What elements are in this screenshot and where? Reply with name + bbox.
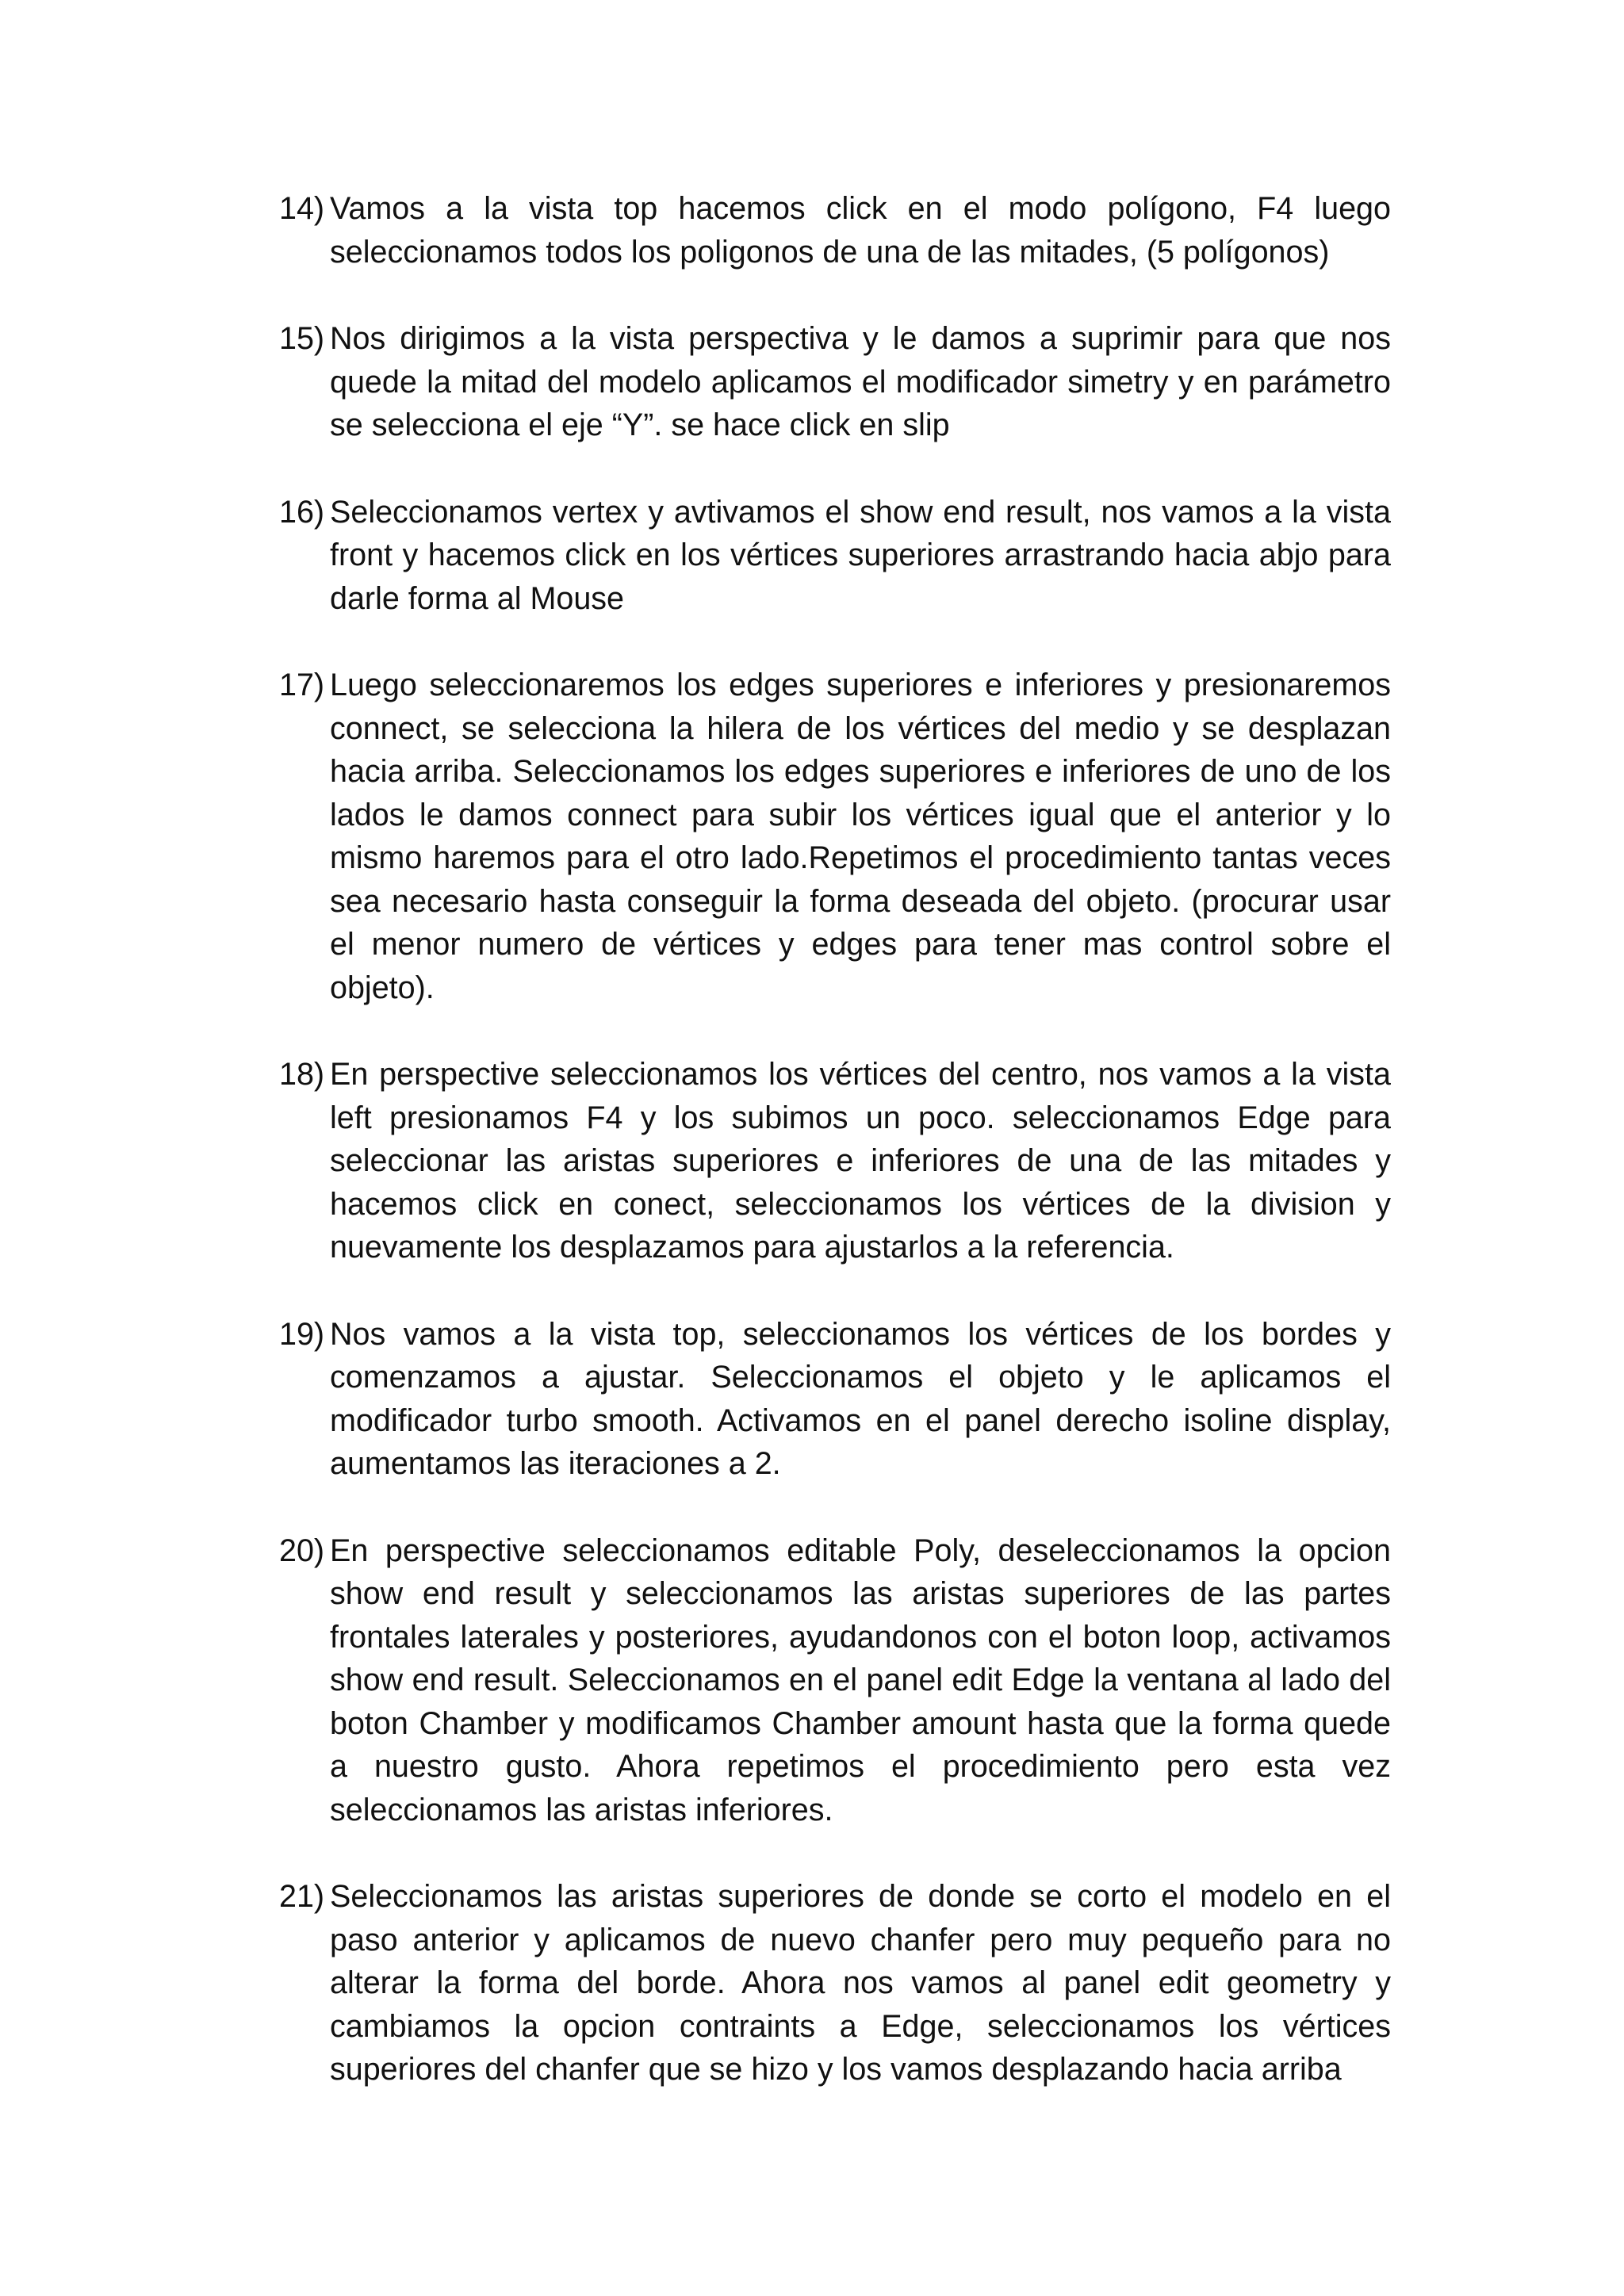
step-text: Seleccionamos las aristas superiores de donde se corto el modelo en el paso anterior y aplicamos de nuevo chanfer pero muy pequeño para no alterar la forma del borde. Ahora nos vamos al panel edit geometry y cambiamos la opcion contraints a Edge, seleccionamos los vértices superiores del chanfer que se hizo y los vamos desplazando hacia arriba <box>330 1879 1391 2087</box>
step-text: Seleccionamos vertex y avtivamos el show end result, nos vamos a la vista front y hacemos click en los vértices superiores arrastrando hacia abjo para darle forma al Mouse <box>330 494 1391 616</box>
step-item <box>279 491 1391 621</box>
step-item <box>279 317 1391 447</box>
step-number: 20) <box>279 1533 325 1568</box>
step-text: Vamos a la vista top hacemos click en el modo polígono, F4 luego seleccionamos todos los poligonos de una de las mitades, (5 polígonos) <box>330 191 1391 270</box>
step-item <box>279 1053 1391 1269</box>
step-item <box>279 187 1391 274</box>
step-item <box>279 1313 1391 1486</box>
step-text: En perspective seleccionamos editable Poly, deseleccionamos la opcion show end result y seleccionamos las aristas superiores de las partes frontales laterales y posteriores, ayudandonos con el boton loop, activamos show end result. Seleccionamos en el panel edit Edge la ventana al lado del boton Chamber y modificamos Chamber amount hasta que la forma quede a nuestro gusto. Ahora repetimos el procedimiento pero esta vez seleccionamos las aristas inferiores. <box>330 1533 1391 1827</box>
step-number: 18) <box>279 1057 325 1092</box>
step-text: En perspective seleccionamos los vértices del centro, nos vamos a la vista left presionamos F4 y los subimos un poco. seleccionamos Edge para seleccionar las aristas superiores e inferiores de una de las mitades y hacemos click en conect, seleccionamos los vértices de la division y nuevamente los desplazamos para ajustarlos a la referencia. <box>330 1057 1391 1265</box>
step-text: Nos vamos a la vista top, seleccionamos los vértices de los bordes y comenzamos a ajustar. Seleccionamos el objeto y le aplicamos el modificador turbo smooth. Activamos en el panel derecho isoline display, aumentamos las iteraciones a 2. <box>330 1316 1391 1481</box>
step-item <box>279 1529 1391 1832</box>
step-number: 14) <box>279 191 325 226</box>
step-number: 17) <box>279 668 325 702</box>
step-item <box>279 664 1391 1009</box>
steps-list <box>279 187 1391 2135</box>
step-text: Nos dirigimos a la vista perspectiva y le damos a suprimir para que nos quede la mitad del modelo aplicamos el modificador simetry y en parámetro se selecciona el eje “Y”. se hace click en slip <box>330 321 1391 442</box>
step-number: 21) <box>279 1879 325 1914</box>
step-text: Luego seleccionaremos los edges superiores e inferiores y presionaremos connect, se selecciona la hilera de los vértices del medio y se desplazan hacia arriba. Seleccionamos los edges superiores e inferiores de uno de los lados le damos connect para subir los vértices igual que el anterior y lo mismo haremos para el otro lado.Repetimos el procedimiento tantas veces sea necesario hasta conseguir la forma deseada del objeto. (procurar usar el menor numero de vértices y edges para tener mas control sobre el objeto). <box>330 668 1391 1005</box>
step-number: 15) <box>279 321 325 356</box>
step-item <box>279 1875 1391 2091</box>
step-number: 19) <box>279 1316 325 1352</box>
step-number: 16) <box>279 494 325 530</box>
